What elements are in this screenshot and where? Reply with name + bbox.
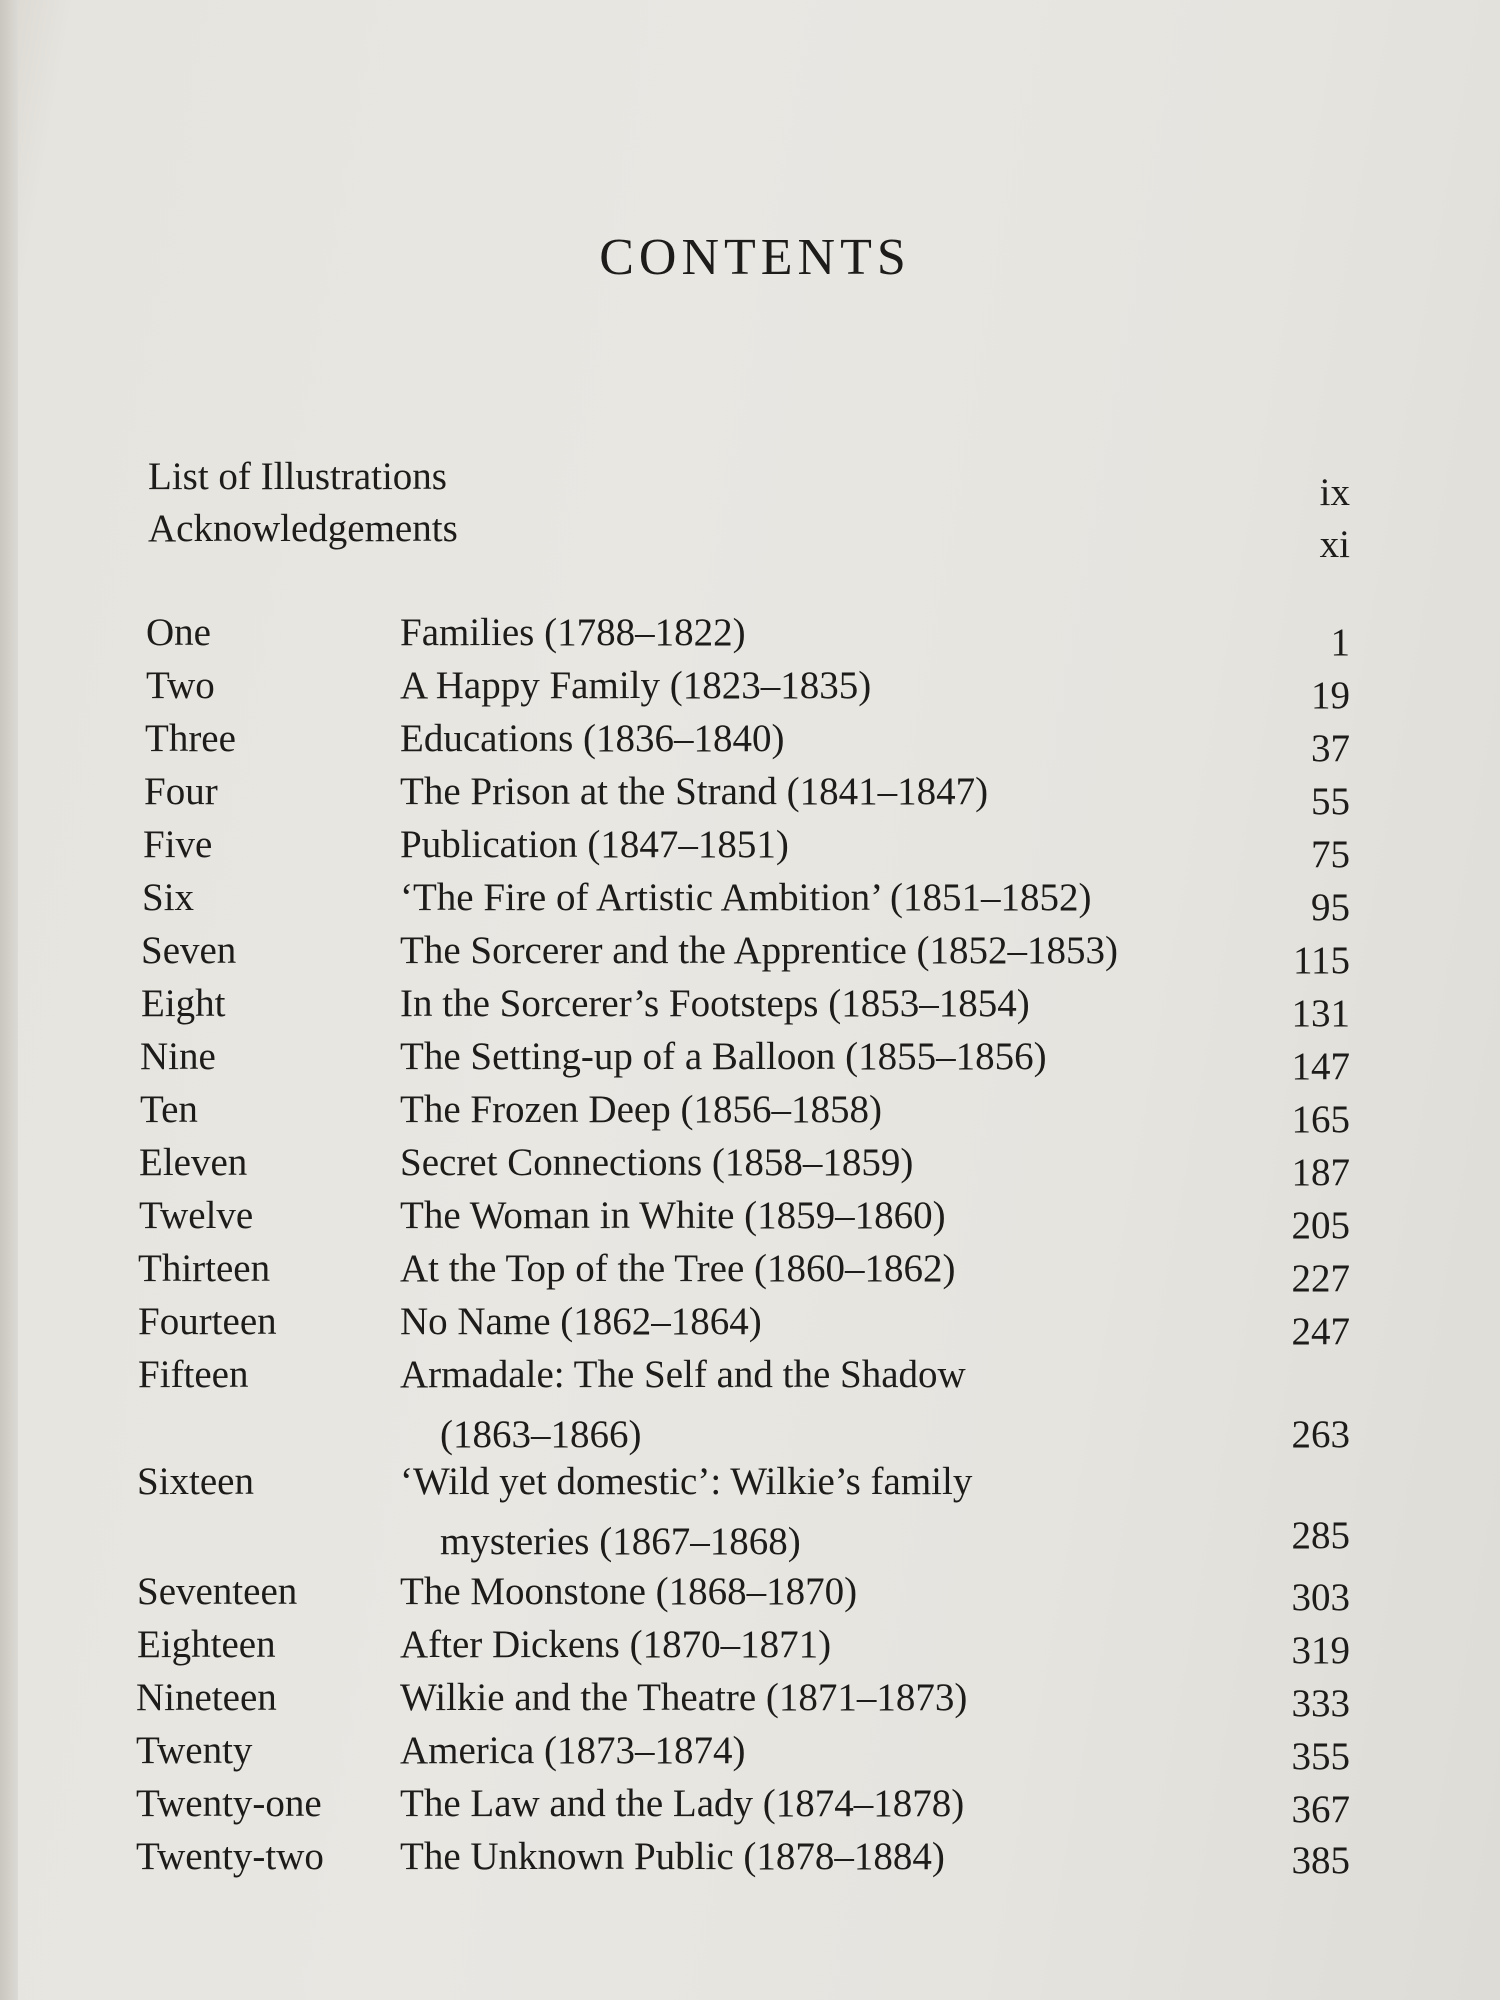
chapter-title-continued: mysteries (1867–1868) <box>440 1520 801 1563</box>
chapter-row-continued <box>0 1408 1500 1462</box>
chapter-page: 187 <box>1291 1151 1350 1194</box>
chapter-number: Nine <box>140 1035 216 1078</box>
chapter-number: Five <box>143 823 213 866</box>
chapter-page: 263 <box>1291 1413 1350 1456</box>
chapter-number: Twenty-one <box>136 1782 322 1825</box>
chapter-page: 115 <box>1292 939 1350 982</box>
chapter-number: Fifteen <box>138 1353 249 1396</box>
chapter-page: 367 <box>1291 1788 1350 1831</box>
chapter-row <box>0 1671 1500 1725</box>
front-matter-page: ix <box>1319 471 1350 514</box>
chapter-title: The Frozen Deep (1856–1858) <box>400 1088 882 1131</box>
page-title: CONTENTS <box>599 229 911 286</box>
chapter-number: Twenty <box>136 1729 253 1772</box>
chapter-row <box>0 765 1500 823</box>
chapter-page: 95 <box>1311 886 1350 929</box>
chapter-title: The Moonstone (1868–1870) <box>400 1570 858 1613</box>
chapter-number: Four <box>144 770 218 813</box>
chapter-number: Six <box>142 876 195 919</box>
chapter-title: Publication (1847–1851) <box>400 823 789 866</box>
chapter-row <box>0 1724 1500 1778</box>
chapter-title: ‘Wild yet domestic’: Wilkie’s family <box>400 1460 973 1503</box>
chapter-row <box>0 1618 1500 1672</box>
chapter-number: One <box>146 611 211 654</box>
chapter-row <box>0 1030 1500 1088</box>
front-matter-page: xi <box>1319 523 1350 566</box>
chapter-number: Twenty-two <box>136 1835 324 1878</box>
chapter-number: Eight <box>141 982 226 1025</box>
chapter-row <box>0 1083 1500 1141</box>
front-matter-row <box>0 502 1500 566</box>
front-matter-title: Acknowledgements <box>148 507 458 550</box>
chapter-page: 205 <box>1291 1204 1350 1247</box>
chapter-row <box>0 1295 1500 1353</box>
chapter-number: Twelve <box>139 1194 254 1237</box>
chapter-row <box>0 1830 1500 1884</box>
chapter-page: 147 <box>1291 1045 1350 1088</box>
chapter-page: 355 <box>1291 1735 1350 1778</box>
chapter-title: No Name (1862–1864) <box>400 1300 762 1343</box>
chapter-row <box>0 1565 1500 1619</box>
chapter-number: Fourteen <box>138 1300 277 1343</box>
chapter-title: The Law and the Lady (1874–1878) <box>400 1782 965 1825</box>
chapter-page: 37 <box>1311 727 1350 770</box>
chapter-number: Sixteen <box>137 1460 254 1503</box>
chapter-title: Secret Connections (1858–1859) <box>400 1141 914 1184</box>
chapter-number: Seventeen <box>137 1570 298 1613</box>
chapter-title: The Unknown Public (1878–1884) <box>400 1835 945 1878</box>
chapter-page: 385 <box>1291 1839 1350 1882</box>
chapter-title: Armadale: The Self and the Shadow <box>400 1353 966 1396</box>
chapter-page: 75 <box>1311 833 1350 876</box>
chapter-title: The Sorcerer and the Apprentice (1852–1853) <box>400 929 1118 972</box>
chapter-page: 131 <box>1291 992 1350 1035</box>
chapter-page: 285 <box>1291 1514 1350 1557</box>
chapter-row <box>0 1189 1500 1247</box>
chapter-title: Families (1788–1822) <box>400 611 746 654</box>
chapter-page: 1 <box>1330 621 1350 664</box>
chapter-page: 333 <box>1291 1682 1350 1725</box>
chapter-title: Wilkie and the Theatre (1871–1873) <box>400 1676 968 1719</box>
chapter-row <box>0 924 1500 982</box>
chapter-page: 227 <box>1291 1257 1350 1300</box>
chapter-number: Three <box>145 717 236 760</box>
chapter-row <box>0 871 1500 929</box>
chapter-row <box>0 1348 1500 1402</box>
chapter-row <box>0 818 1500 876</box>
chapter-title: The Prison at the Strand (1841–1847) <box>400 770 989 813</box>
chapter-page: 19 <box>1311 674 1350 717</box>
chapter-row <box>0 606 1500 664</box>
chapter-title: The Woman in White (1859–1860) <box>400 1194 946 1237</box>
chapter-row <box>0 1136 1500 1194</box>
front-matter-row <box>0 450 1500 514</box>
chapter-number: Eleven <box>139 1141 248 1184</box>
chapter-number: Thirteen <box>138 1247 271 1290</box>
chapter-row <box>0 1455 1500 1509</box>
chapter-title: After Dickens (1870–1871) <box>400 1623 832 1666</box>
chapter-page: 303 <box>1291 1576 1350 1619</box>
chapter-row <box>0 659 1500 717</box>
chapter-number: Ten <box>140 1088 198 1131</box>
chapter-page: 165 <box>1291 1098 1350 1141</box>
chapter-number: Nineteen <box>136 1676 277 1719</box>
chapter-row <box>0 712 1500 770</box>
chapter-page: 55 <box>1311 780 1350 823</box>
chapter-number: Two <box>146 664 215 707</box>
chapter-page: 319 <box>1291 1629 1350 1672</box>
chapter-title: Educations (1836–1840) <box>400 717 785 760</box>
chapter-page: 247 <box>1291 1310 1350 1353</box>
chapter-title: In the Sorcerer’s Footsteps (1853–1854) <box>400 982 1030 1025</box>
chapter-title-continued: (1863–1866) <box>440 1413 642 1456</box>
chapter-title: The Setting-up of a Balloon (1855–1856) <box>400 1035 1047 1078</box>
chapter-title: At the Top of the Tree (1860–1862) <box>400 1247 956 1290</box>
chapter-title: A Happy Family (1823–1835) <box>400 664 872 707</box>
chapter-row <box>0 1242 1500 1300</box>
chapter-row <box>0 1777 1500 1831</box>
chapter-row-continued <box>0 1515 1500 1569</box>
front-matter-title: List of Illustrations <box>148 455 447 498</box>
chapter-row <box>0 977 1500 1035</box>
chapter-title: America (1873–1874) <box>400 1729 746 1772</box>
chapter-title: ‘The Fire of Artistic Ambition’ (1851–1852) <box>400 876 1092 919</box>
chapter-number: Eighteen <box>137 1623 276 1666</box>
chapter-number: Seven <box>141 929 237 972</box>
